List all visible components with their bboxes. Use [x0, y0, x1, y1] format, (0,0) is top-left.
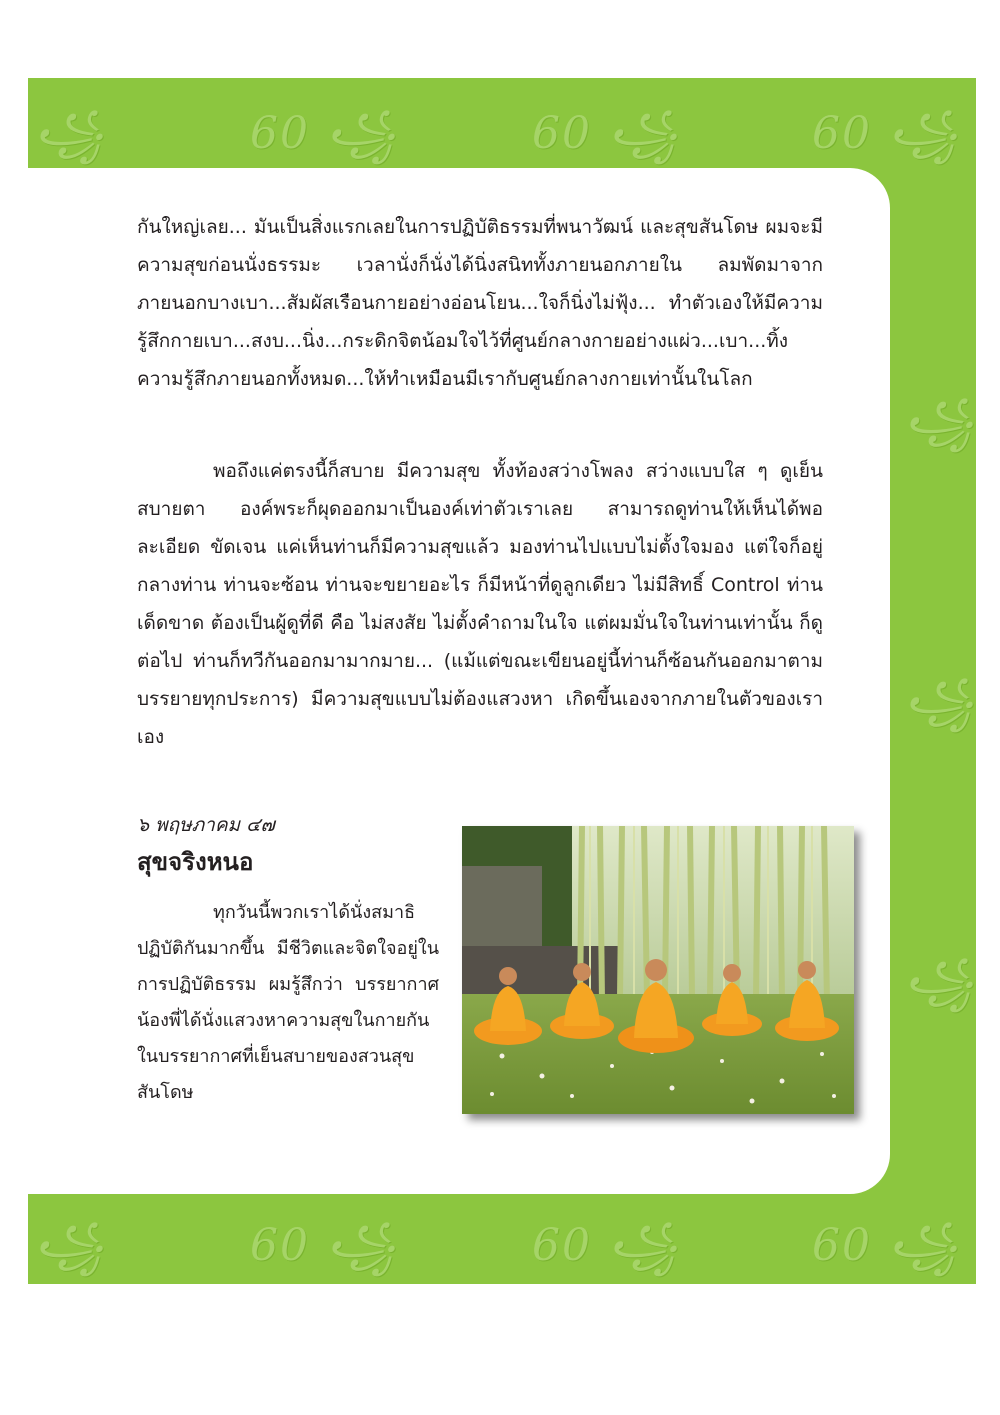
watermark-logo: 60 ꧁: [532, 1220, 679, 1271]
paragraph-2: พอถึงแค่ตรงนี้ก็สบาย มีความสุข ทั้งท้องสว่างโพลง สว่างแบบใส ๆ ดูเย็นสบายตา องค์พระก็ผุดออกมาเป็นองค์เท่าตัวเราเลย สามารถดูท่านให้เห็นได้พอละเอียด ขัดเจน แค่เห็นท่านก็มีความสุขแล้ว มองท่านไปแบบไม่ตั้งใจมอง แต่ใจก็อยู่กลางท่าน ท่านจะซ้อน ท่านจะขยายอะไร ก็มีหน้าที่ดูลูกเดียว ไม่มีสิทธิ์ Control ท่านเด็ดขาด ต้องเป็นผู้ดูที่ดี คือ ไม่สงสัย ไม่ตั้งคำถามในใจ แต่ผมมั่นใจในท่านเท่านั้น ก็ดูต่อไป ท่านก็ทวีกันออกมามากมาย... (แม้แต่ขณะเขียนอยู่นี้ท่านก็ซ้อนกันออกมาตามบรรยายทุกประการ) มีความสุขแบบไม่ต้องแสวงหา เกิดขึ้นเองจากภายในตัวของเราเอง: [137, 460, 823, 748]
entry-date: ๖ พฤษภาคม ๔๗: [137, 814, 275, 836]
paragraph-3: ทุกวันนี้พวกเราได้นั่งสมาธิปฏิบัติกันมากขึ้น มีชีวิตและจิตใจอยู่ในการปฏิบัติธรรม ผมรู้สึกว่า บรรยากาศน้องพี่ได้นั่งแสวงหาความสุขในกายกัน ในบรรยากาศที่เย็นสบายของสวนสุขสันโดษ: [137, 902, 439, 1103]
watermark-logo: ꧁: [904, 956, 975, 1007]
watermark-logo: ꧁: [904, 396, 975, 447]
watermark-logo: ꧁: [34, 1220, 105, 1271]
watermark-logo: ꧁: [904, 676, 975, 727]
paragraph-1: กันใหญ่เลย... มันเป็นสิ่งแรกเลยในการปฏิบัติธรรมที่พนาวัฒน์ และสุขสันโดษ ผมจะมีความสุขก่อนนั่งธรรมะ เวลานั่งก็นั่งได้นิ่งสนิททั้งภายนอกภายใน ลมพัดมาจากภายนอกบางเบา...สัมผัสเรือนกายอย่างอ่อนโยน...ใจก็นิ่งไม่ฟุ้ง... ทำตัวเองให้มีความรู้สึกกายเบา...สงบ...นิ่ง...กระดิกจิตน้อมใจไว้ที่ศูนย์กลางกายอย่างแผ่ว...เบา...ทิ้งความรู้สึกภายนอกทั้งหมด...ให้ทำเหมือนมีเรากับศูนย์กลางกายเท่านั้นในโลก: [137, 216, 823, 390]
section-title: สุขจริงหนอ: [137, 848, 254, 876]
watermark-logo: 60 ꧁: [250, 1220, 397, 1271]
watermark-logo: ꧁: [34, 108, 105, 159]
watermark-logo: 60 ꧁: [532, 108, 679, 159]
watermark-logo: 60 ꧁: [250, 108, 397, 159]
watermark-logo: 60 ꧁: [812, 1220, 959, 1271]
monks-meditating-photo: [462, 826, 854, 1114]
watermark-logo: 60 ꧁: [812, 108, 959, 159]
